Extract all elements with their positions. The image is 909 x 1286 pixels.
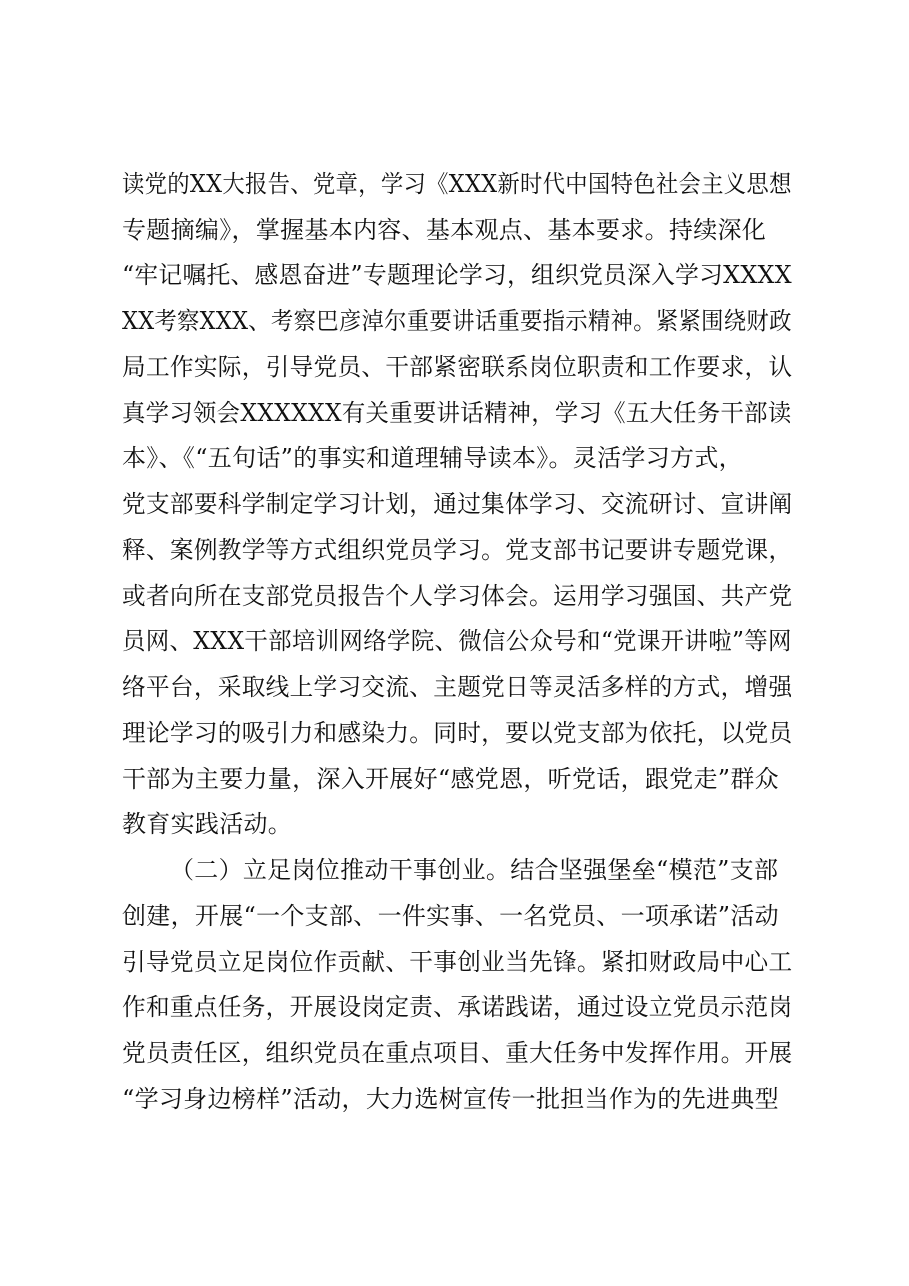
text-line: 专题摘编》，掌握基本内容、基本观点、基本要求。持续深化 xyxy=(122,216,767,244)
text-line: 或者向所在支部党员报告个人学习体会。运用学习强国、共产党 xyxy=(122,582,793,610)
text-line: 创建，开展“一个支部、一件实事、一名党员、一项承诺”活动 xyxy=(122,902,779,930)
text-line: 党支部要科学制定学习计划，通过集体学习、交流研讨、宣讲阐 xyxy=(122,490,793,518)
text-line: 本》、《“五句话”的事实和道理辅导读本》。灵活学习方式， xyxy=(122,444,743,472)
section-heading-line: （二）立足岗位推动干事创业。结合坚强堡垒“模范”支部 xyxy=(170,856,779,884)
text-line: “学习身边榜样”活动，大力选树宣传一批担当作为的先进典型 xyxy=(122,1085,779,1113)
text-line: “牢记嘱托、感恩奋进”专题理论学习，组织党员深入学习XXXX xyxy=(122,261,792,289)
text-line: 真学习领会XXXXXX有关重要讲话精神，学习《五大任务干部读 xyxy=(122,399,792,427)
text-line: XX考察XXX、考察巴彦淖尔重要讲话重要指示精神。紧紧围绕财政 xyxy=(122,307,792,335)
text-line: 释、案例教学等方式组织党员学习。党支部书记要讲专题党课， xyxy=(122,536,793,564)
text-line: 作和重点任务，开展设岗定责、承诺践诺，通过设立党员示范岗 xyxy=(122,993,793,1021)
text-line: 理论学习的吸引力和感染力。同时，要以党支部为依托，以党员 xyxy=(122,719,793,747)
text-line: 读党的XX大报告、党章，学习《XXX新时代中国特色社会主义思想 xyxy=(122,170,792,198)
text-line: 局工作实际，引导党员、干部紧密联系岗位职责和工作要求，认 xyxy=(122,353,793,381)
text-line: 员网、XXX干部培训网络学院、微信公众号和“党课开讲啦”等网 xyxy=(122,627,792,655)
text-line: 引导党员立足岗位作贡献、干事创业当先锋。紧扣财政局中心工 xyxy=(122,948,793,976)
text-line: 党员责任区，组织党员在重点项目、重大任务中发挥作用。开展 xyxy=(122,1039,793,1067)
text-line: 干部为主要力量，深入开展好“感党恩，听党话，跟党走”群众 xyxy=(122,765,779,793)
text-line: 络平台，采取线上学习交流、主题党日等灵活多样的方式，增强 xyxy=(122,673,793,701)
text-line: 教育实践活动。 xyxy=(122,810,293,838)
